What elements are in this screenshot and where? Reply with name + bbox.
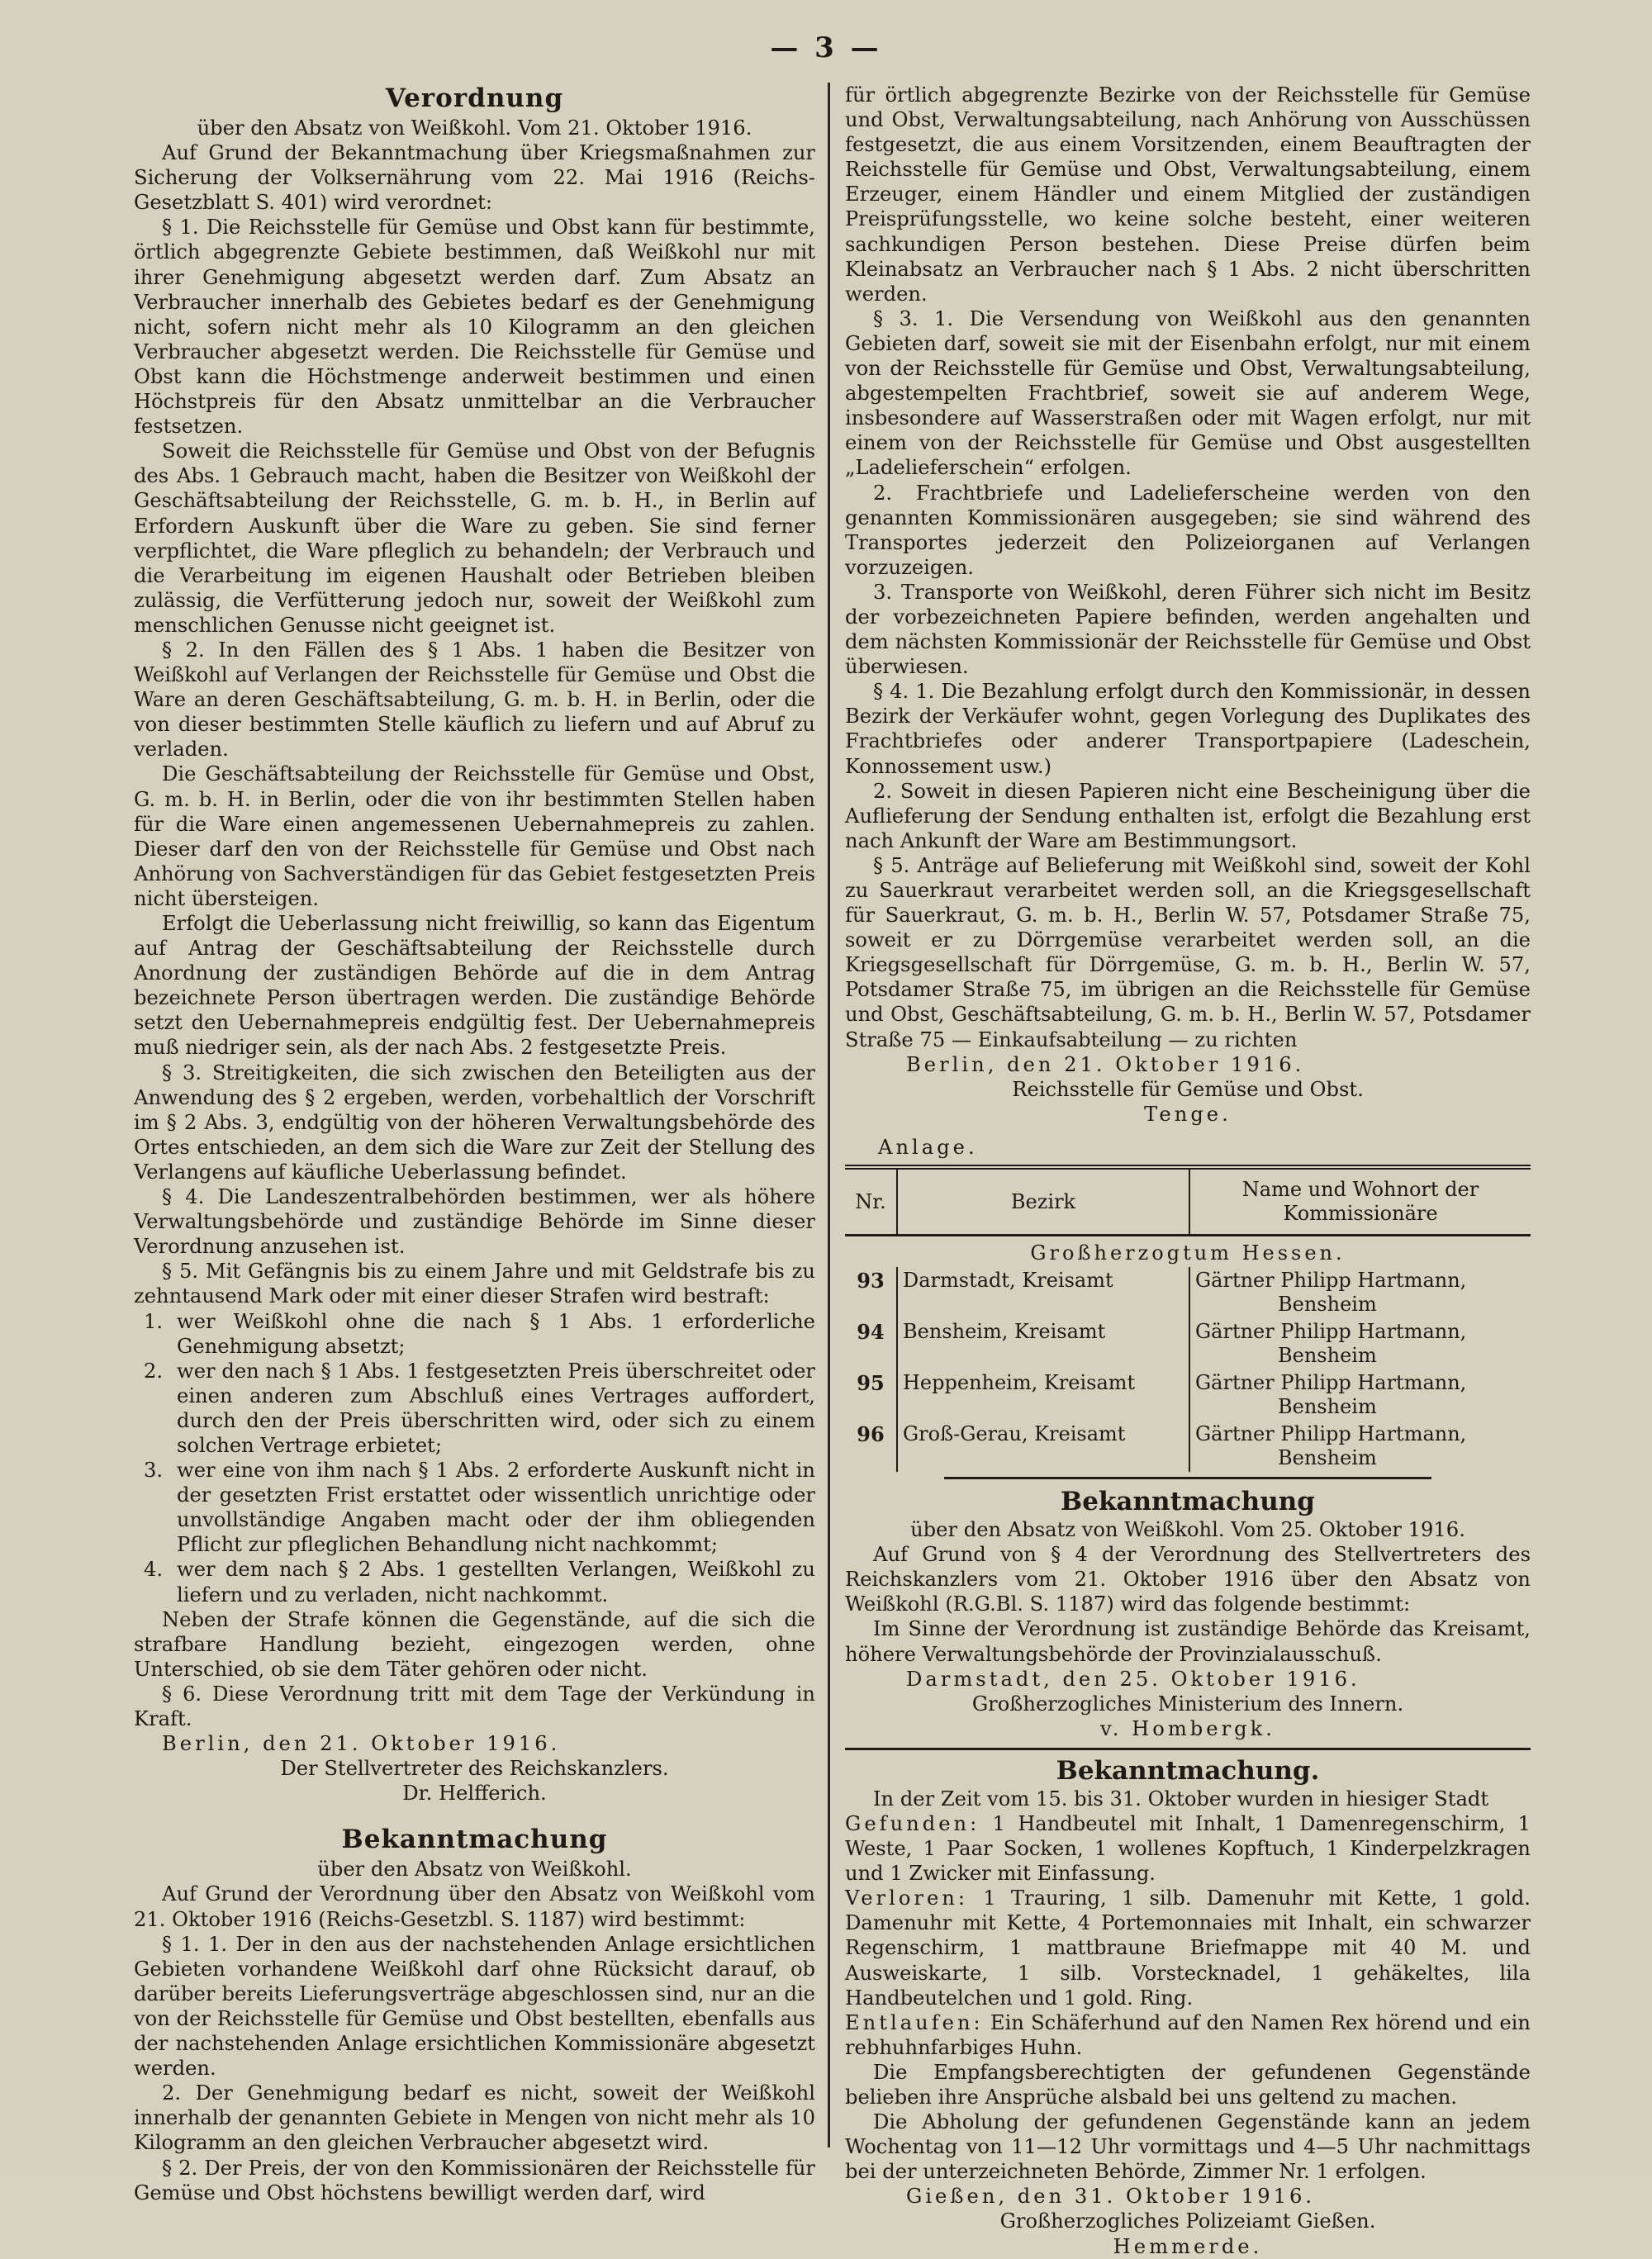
bekanntmachung-subtitle: über den Absatz von Weißkohl. Vom 25. Oktober 1916. [910,1518,1465,1542]
left-column [134,83,815,2204]
place-date: Berlin, den 21. Oktober 1916. [162,1732,561,1756]
verordnung-title: Verordnung [385,83,564,113]
verordnung-intro: Auf Grund der Bekanntmachung über Kriegsmaßnahmen zur Sicherung der Volksernährung vom 22. Mai 1916 (Reichs-Gesetzblatt S. 401) wird verordnet: [134,141,815,215]
signer-title: Reichsstelle für Gemüse und Obst. [1012,1077,1364,1101]
signer: v. Hombergk. [1100,1716,1275,1740]
bekanntmachung-para: 2. Soweit in diesen Papieren nicht eine Bescheinigung über die Auflieferung der Sendung enthalten ist, erfolgt die Bezahlung erst nach Ankunft der Ware am Bestimmungsort. [845,779,1531,852]
table-group: Großherzogtum Hessen. [845,1236,1531,1268]
found-items: Gefunden: 1 Handbeutel mit Inhalt, 1 Damenregenschirm, 1 Weste, 1 Paar Socken, 1 wollenes Kopftuch, 1 Kinderpelzkragen und 1 Zwicker mit Einfassung. [845,1811,1531,1886]
verordnung-para: § 4. Die Landeszentralbehörden bestimmen, wer als höhere Verwaltungsbehörde und zuständige Behörde im Sinne dieser Verordnung anzusehen ist. [134,1185,815,1259]
section-rule [845,1748,1531,1750]
table-row: 96 Groß-Gerau, Kreisamt Gärtner Philipp Hartmann, Bensheim [845,1421,1531,1472]
bekanntmachung-subtitle: über den Absatz von Weißkohl. [317,1858,632,1882]
bekanntmachung-para: Im Sinne der Verordnung ist zuständige Behörde das Kreisamt, höhere Verwaltungsbehörde der Provinzialausschuß. [845,1617,1531,1666]
verordnung-subtitle: über den Absatz von Weißkohl. Vom 21. Oktober 1916. [197,116,752,140]
table-header: Bezirk [897,1167,1189,1236]
verordnung-para: Neben der Strafe können die Gegenstände, auf die sich die strafbare Handlung bezieht, eingezogen werden, ohne Unterschied, ob sie dem Täter gehören oder nicht. [134,1607,815,1681]
place-date: Gießen, den 31. Oktober 1916. [906,2185,1316,2209]
bekanntmachung-para: § 2. Der Preis, der von den Kommissionären der Reichsstelle für Gemüse und Obst höchstens bewilligt werden darf, wird [134,2156,815,2204]
bekanntmachung-para: für örtlich abgegrenzte Bezirke von der Reichsstelle für Gemüse und Obst, Verwaltungsabteilung, nach Anhörung von Ausschüssen festgesetzt, die aus einem Vorsitzenden, einem Beauftragten der Reichsstelle für Gemüse und Obst, Verwaltungsabteilung, einem Erzeuger, einem Händler und einem Mitglied der zuständigen Preisprüfungsstelle, wo keine solche besteht, einer weiteren sachkundigen Person bestehen. Diese Preise dürfen beim Kleinabsatz an Verbraucher nach § 1 Abs. 2 nicht überschritten werden. [845,83,1531,306]
signer: Hemmerde. [1113,2234,1263,2258]
bekanntmachung-para: 2. Frachtbriefe und Ladelieferscheine werden von den genannten Kommissionären ausgegeben; sie sind während des Transportes jederzeit den Polizeiorganen auf Verlangen vorzuzeigen. [845,481,1531,579]
section-rule [944,1477,1431,1479]
verordnung-para: § 3. Streitigkeiten, die sich zwischen den Beteiligten aus der Anwendung des § 2 ergeben, werden, vorbehaltlich der Vorschrift im § 2 Abs. 3, endgültig von der höheren Verwaltungsbehörde des Ortes entschieden, an dem sich die Ware zur Zeit der Stellung des Verlangens auf käufliche Ueberlassung befindet. [134,1061,815,1184]
signer-title: Großherzogliches Ministerium des Innern. [971,1692,1404,1716]
page-number: — 3 — [770,31,882,64]
place-date: Darmstadt, den 25. Oktober 1916. [906,1667,1360,1691]
verordnung-para: § 2. In den Fällen des § 1 Abs. 1 haben die Besitzer von Weißkohl auf Verlangen der Reichsstelle für Gemüse und Obst die Ware an deren Geschäftsabteilung, G. m. b. H. in Berlin, oder die von dieser bestimmten Stelle käuflich zu liefern und auf Abruf zu verladen. [134,638,815,762]
bekanntmachung-para: Die Empfangsberechtigten der gefundenen Gegenstände belieben ihre Ansprüche alsbald bei uns geltend zu machen. [845,2060,1531,2109]
table-row: 94 Bensheim, Kreisamt Gärtner Philipp Hartmann, Bensheim [845,1318,1531,1369]
bekanntmachung-para: Die Abholung der gefundenen Gegenstände kann an jedem Wochentag von 11—12 Uhr vormittags und 4—5 Uhr nachmittags bei der unterzeichneten Behörde, Zimmer Nr. 1 erfolgen. [845,2110,1531,2184]
signer: Tenge. [1144,1102,1232,1126]
penalty-list [134,1309,815,1607]
anlage-table [845,1165,1531,1472]
signer: Dr. Helfferich. [402,1782,547,1806]
bekanntmachung-para: § 4. 1. Die Bezahlung erfolgt durch den Kommissionär, in dessen Bezirk der Verkäufer wohnt, gegen Vorlegung des Duplikates des Frachtbriefes oder anderer Transportpapiere (Ladeschein, Konnossement usw.) [845,680,1531,778]
signer-title: Der Stellvertreter des Reichskanzlers. [280,1757,669,1781]
bekanntmachung-para: 3. Transporte von Weißkohl, deren Führer sich nicht im Besitz der vorbezeichneten Papiere befinden, werden angehalten und dem nächsten Kommissionär der Reichsstelle für Gemüse und Obst überwiesen. [845,580,1531,679]
bekanntmachung-para: § 3. 1. Die Versendung von Weißkohl aus den genannten Gebieten darf, soweit sie mit der Eisenbahn erfolgt, nur mit einem von der Reichsstelle für Gemüse und Obst, Verwaltungsabteilung, abgestempelten Frachtbrief, soweit sie auf anderem Wege, insbesondere auf Wasserstraßen oder mit Wagen erfolgt, nur mit einem von der Reichsstelle für Gemüse und Obst ausgestellten „Ladelieferschein“ erfolgen. [845,306,1531,480]
bekanntmachung-para: In der Zeit vom 15. bis 31. Oktober wurden in hiesiger Stadt [873,1787,1489,1811]
bekanntmachung-para: Auf Grund von § 4 der Verordnung des Stellvertreters des Reichskanzlers vom 21. Oktober 1916 über den Absatz von Weißkohl (R.G.Bl. S. 1187) wird das folgende bestimmt: [845,1543,1531,1616]
lost-items: Verloren: 1 Trauring, 1 silb. Damenuhr mit Kette, 1 gold. Damenuhr mit Kette, 4 Portemonnaies mit Inhalt, ein schwarzer Regenschirm, 1 mattbraune Briefmappe mit 40 M. und Ausweiskarte, 1 silb. Vorstecknadel, 1 gehäkeltes, lila Handbeutelchen und 1 gold. Ring. [845,1886,1531,2010]
table-row: 95 Heppenheim, Kreisamt Gärtner Philipp Hartmann, Bensheim [845,1369,1531,1421]
verordnung-para: § 1. Die Reichsstelle für Gemüse und Obst kann für bestimmte, örtlich abgegrenzte Gebiete bestimmen, daß Weißkohl nur mit ihrer Genehmigung abgesetzt werden darf. Zum Absatz an Verbraucher innerhalb des Gebietes bedarf es der Genehmigung nicht, sofern nicht mehr als 10 Kilogramm an den gleichen Verbraucher abgesetzt werden. Die Reichsstelle für Gemüse und Obst kann die Höchstmenge anderweit bestimmen und einen Höchstpreis für den Absatz unmittelbar an die Verbraucher festsetzen. [134,216,815,439]
verordnung-para: § 6. Diese Verordnung tritt mit dem Tage der Verkündung in Kraft. [134,1682,815,1730]
verordnung-para: Soweit die Reichsstelle für Gemüse und Obst von der Befugnis des Abs. 1 Gebrauch macht, haben die Besitzer von Weißkohl der Geschäftsabteilung der Reichsstelle, G. m. b. H., in Berlin auf Erfordern Auskunft über die Ware zu geben. Sie sind ferner verpflichtet, die Ware pfleglich zu behandeln; der Verbrauch und die Verarbeitung im eigenen Haushalt oder Betrieben bleiben zulässig, die Verfütterung jedoch nur, soweit der Weißkohl zum menschlichen Genusse nicht geeignet ist. [134,439,815,637]
escaped-animals: Entlaufen: Ein Schäferhund auf den Namen Rex hörend und ein rebhuhnfarbiges Huhn. [845,2010,1531,2059]
bekanntmachung-title: Bekanntmachung [341,1825,608,1855]
table-header: Nr. [845,1167,897,1236]
column-divider [828,83,830,2147]
bekanntmachung-title: Bekanntmachung. [1056,1755,1320,1786]
verordnung-para: Die Geschäftsabteilung der Reichsstelle für Gemüse und Obst, G. m. b. H. in Berlin, oder die von ihr bestimmten Stellen haben für die Ware einen angemessenen Uebernahmepreis zu zahlen. Dieser darf den von der Reichsstelle für Gemüse und Obst nach Anhörung von Sachverständigen für das Gebiet festgesetzten Preis nicht übersteigen. [134,762,815,910]
list-item: 2. wer den nach § 1 Abs. 1 festgesetzten Preis überschreitet oder einen anderen zum Abschluß eines Vertrages auffordert, durch den der Preis überschritten wird, oder sich zu einem solchen Vertrage erbietet; [144,1359,815,1457]
right-column [845,83,1531,2258]
list-item: 1. wer Weißkohl ohne die nach § 1 Abs. 1 erforderliche Genehmigung absetzt; [144,1309,815,1358]
table-row: 93 Darmstadt, Kreisamt Gärtner Philipp Hartmann, Bensheim [845,1267,1531,1318]
list-item: 3. wer eine von ihm nach § 1 Abs. 2 erforderte Auskunft nicht in der gesetzten Frist erstattet oder wissentlich unrichtige oder unvollständige Angaben macht oder der ihm obliegenden Pflicht zur pfleglichen Behandlung nicht nachkommt; [144,1459,815,1557]
table-header: Name und Wohnort der Kommissionäre [1189,1167,1531,1236]
bekanntmachung-intro: Auf Grund der Verordnung über den Absatz von Weißkohl vom 21. Oktober 1916 (Reichs-Gesetzbl. S. 1187) wird bestimmt: [134,1882,815,1931]
verordnung-para: § 5. Mit Gefängnis bis zu einem Jahre und mit Geldstrafe bis zu zehntausend Mark oder mit einer dieser Strafen wird bestraft: [134,1260,815,1308]
list-item: 4. wer dem nach § 2 Abs. 1 gestellten Verlangen, Weißkohl zu liefern und zu verladen, nicht nachkommt. [144,1558,815,1606]
verordnung-para: Erfolgt die Ueberlassung nicht freiwillig, so kann das Eigentum auf Antrag der Geschäftsabteilung der Reichsstelle durch Anordnung der zuständigen Behörde auf die in dem Antrag bezeichnete Person übertragen werden. Die zuständige Behörde setzt den Uebernahmepreis endgültig fest. Der Uebernahmepreis muß niedriger sein, als der nach Abs. 2 festgesetzte Preis. [134,912,815,1060]
bekanntmachung-para: 2. Der Genehmigung bedarf es nicht, soweit der Weißkohl innerhalb der genannten Gebiete in Mengen von nicht mehr als 10 Kilogramm an den gleichen Verbraucher abgesetzt wird. [134,2081,815,2155]
bekanntmachung-para: § 5. Anträge auf Belieferung mit Weißkohl sind, soweit der Kohl zu Sauerkraut verarbeitet werden soll, an die Kriegsgesellschaft für Sauerkraut, G. m. b. H., Berlin W. 57, Potsdamer Straße 75, soweit er zu Dörrgemüse verarbeitet werden soll, an die Kriegsgesellschaft für Dörrgemüse, G. m. b. H., Berlin W. 57, Potsdamer Straße 75, im übrigen an die Reichsstelle für Gemüse und Obst, Geschäftsabteilung, G. m. b. H., Berlin W. 57, Potsdamer Straße 75 — Einkaufsabteilung — zu richten [845,853,1531,1051]
anlage-label: Anlage. [878,1135,978,1159]
place-date: Berlin, den 21. Oktober 1916. [906,1052,1305,1076]
bekanntmachung-para: § 1. 1. Der in den aus der nachstehenden Anlage ersichtlichen Gebieten vorhandene Weißkohl darf ohne Rücksicht darauf, ob darüber bereits Lieferungsverträge abgeschlossen sind, nur an die von der Reichsstelle für Gemüse und Obst bestellten, ebenfalls aus der nachstehenden Anlage ersichtlichen Kommissionäre abgesetzt werden. [134,1932,815,2081]
signer-title: Großherzogliches Polizeiamt Gießen. [999,2209,1376,2233]
bekanntmachung-title: Bekanntmachung [1061,1487,1315,1517]
